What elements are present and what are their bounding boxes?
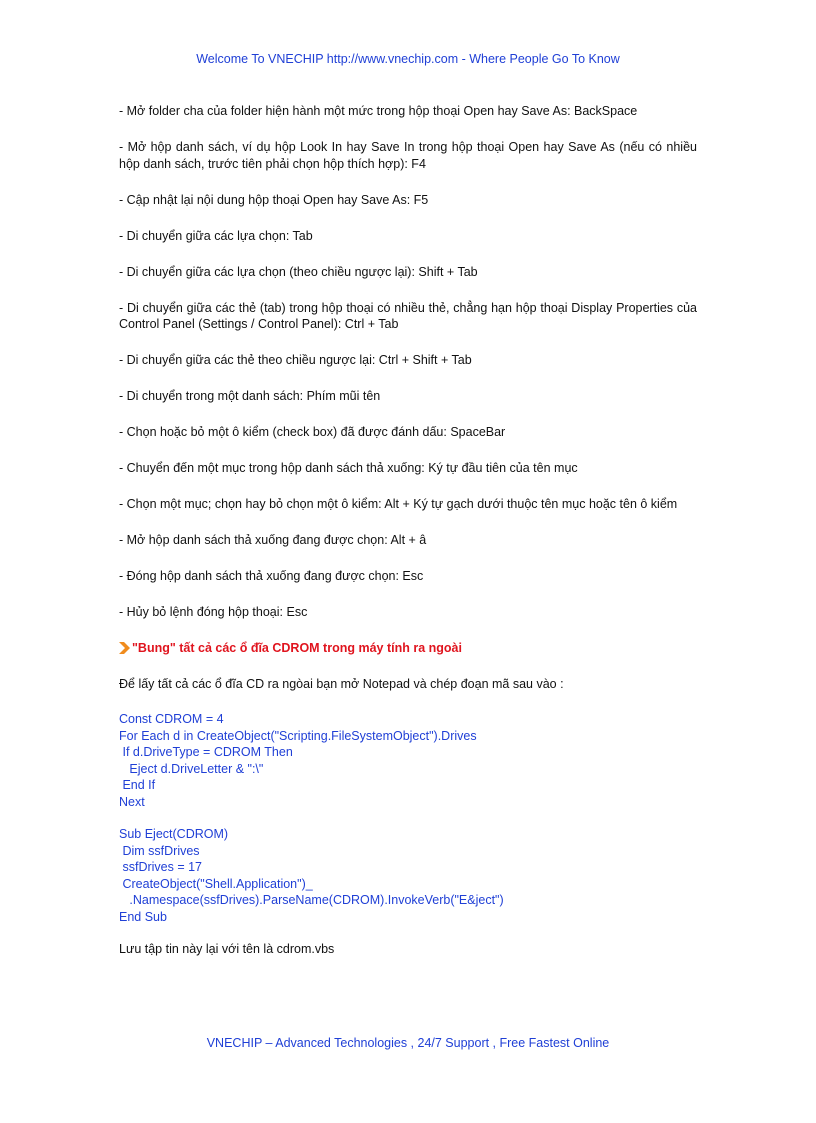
code-line: ssfDrives = 17	[119, 860, 203, 874]
code-line: .Namespace(ssfDrives).ParseName(CDROM).InvokeVerb("E&ject")	[119, 893, 504, 907]
code-line: Sub Eject(CDROM)	[119, 827, 229, 841]
shortcut-item: - Di chuyển giữa các lựa chọn: Tab	[119, 228, 313, 243]
shortcut-item: - Di chuyển trong một danh sách: Phím mũi tên	[119, 389, 381, 403]
page-header: Welcome To VNECHIP http://www.vnechip.com - Where People Go To Know	[196, 52, 620, 66]
code-line: End Sub	[119, 909, 167, 924]
shortcut-item: - Cập nhật lại nội dung hộp thoại Open hay Save As: F5	[119, 192, 429, 207]
code-line: Eject d.DriveLetter & ":\"	[119, 761, 264, 776]
code-line: Dim ssfDrives	[119, 843, 200, 858]
shortcut-item: - Di chuyển giữa các thẻ theo chiều ngược lại: Ctrl + Shift + Tab	[119, 353, 472, 367]
shortcut-item: - Chọn một mục; chọn hay bỏ chọn một ô kiểm: Alt + Ký tự gạch dưới thuộc tên mục hoặc tên ô kiểm	[119, 497, 678, 511]
shortcut-item: - Di chuyển giữa các lựa chọn (theo chiều ngược lại): Shift + Tab	[119, 264, 478, 279]
shortcut-item: - Đóng hộp danh sách thả xuống đang được chọn: Esc	[119, 569, 424, 583]
save-note: Lưu tập tin này lại với tên là cdrom.vbs	[119, 942, 335, 956]
shortcut-item: - Mở hộp danh sách, ví dụ hộp Look In hay Save In trong hộp thoại Open hay Save As (nếu có nhiều hộp danh sách, trước tiên phải chọn hộp thích hợp): F4	[119, 140, 697, 171]
shortcut-item: - Hủy bỏ lệnh đóng hộp thoại: Esc	[119, 605, 308, 619]
code-line: End If	[119, 778, 156, 792]
shortcut-item: - Chọn hoặc bỏ một ô kiểm (check box) đã được đánh dấu: SpaceBar	[119, 425, 506, 439]
code-line: If d.DriveType = CDROM Then	[119, 745, 293, 759]
arrow-bullet-icon	[119, 642, 130, 654]
document-body	[119, 103, 697, 970]
section-intro: Để lấy tất cả các ổ đĩa CD ra ngòai bạn mở Notepad và chép đoạn mã sau vào :	[119, 676, 564, 691]
page-footer: VNECHIP – Advanced Technologies , 24/7 Support , Free Fastest Online	[206, 1036, 610, 1050]
code-line: Next	[119, 794, 145, 809]
shortcut-item: - Mở hộp danh sách thả xuống đang được chọn: Alt + â	[119, 533, 427, 547]
shortcut-item: - Chuyển đến một mục trong hộp danh sách thả xuống: Ký tự đầu tiên của tên mục	[119, 461, 578, 475]
code-line: CreateObject("Shell.Application")_	[119, 876, 313, 891]
shortcut-item: - Di chuyển giữa các thẻ (tab) trong hộp thoại có nhiều thẻ, chẳng hạn hộp thoại Display Properties của Control Panel (Settings / Control Panel): Ctrl + Tab	[119, 300, 697, 331]
shortcut-item: - Mở folder cha của folder hiện hành một mức trong hộp thoại Open hay Save As: BackSpace	[119, 104, 638, 118]
code-line: For Each d in CreateObject("Scripting.FileSystemObject").Drives	[119, 728, 477, 743]
code-block	[119, 711, 697, 810]
section-heading	[119, 640, 697, 657]
code-line: Const CDROM = 4	[119, 712, 224, 726]
shortcut-list	[119, 103, 697, 621]
section-title: "Bung" tất cả các ổ đĩa CDROM trong máy tính ra ngoài	[132, 641, 462, 655]
code-block	[119, 826, 697, 925]
